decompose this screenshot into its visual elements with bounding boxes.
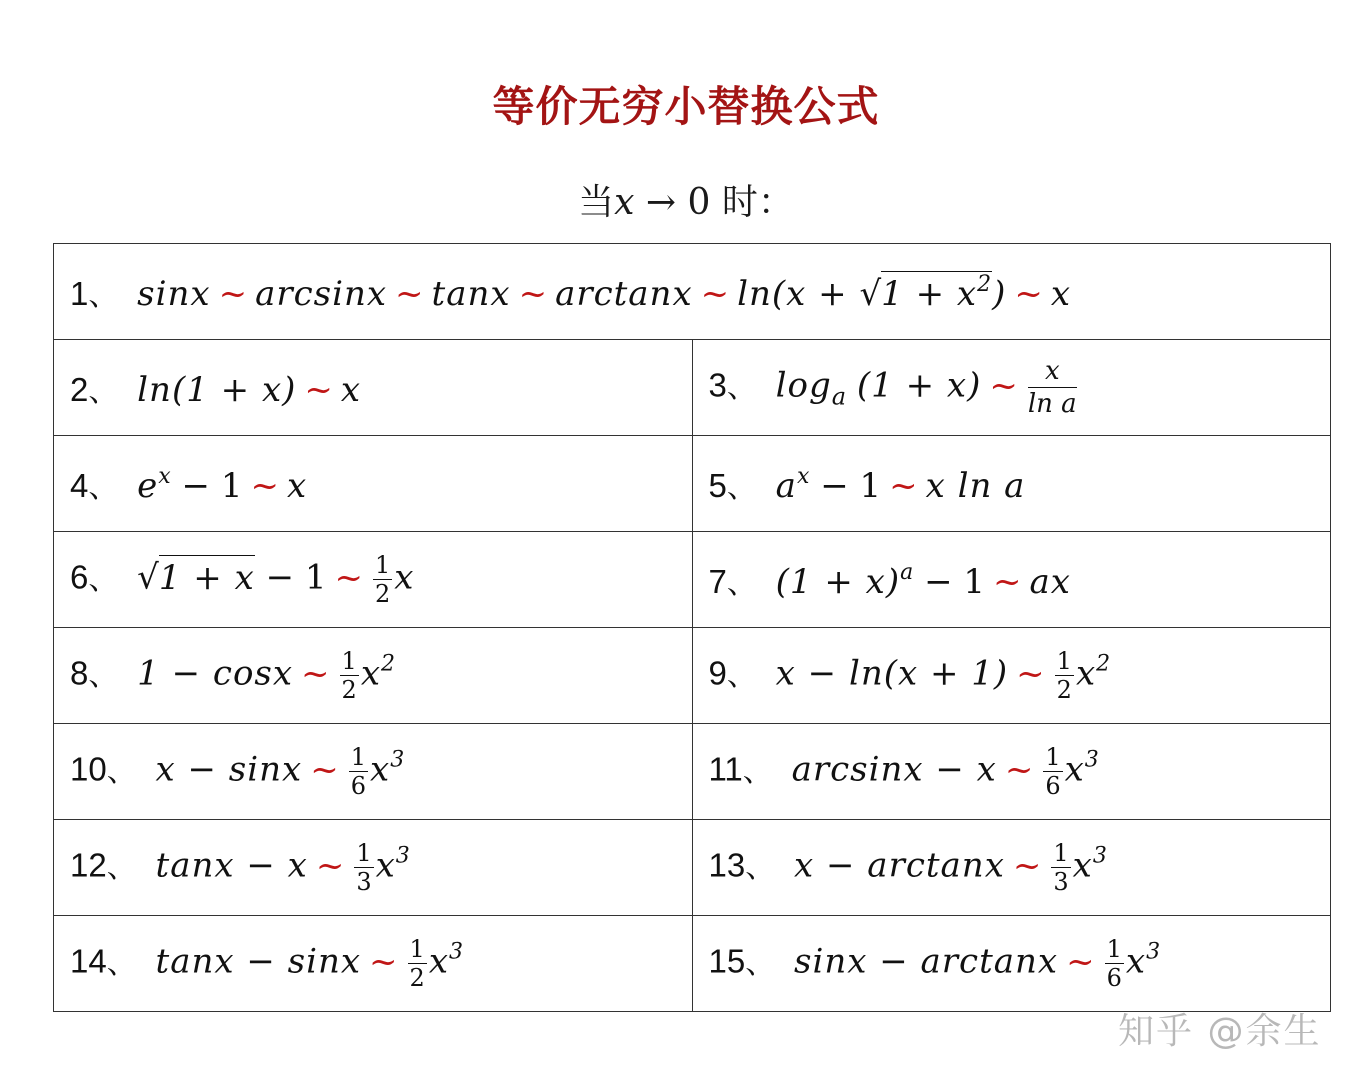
formula-number: 6 <box>70 558 89 596</box>
formula-separator: 、 <box>88 373 119 409</box>
formula-tail: − 1 <box>265 557 327 598</box>
formula-separator: 、 <box>88 277 119 313</box>
fraction-numerator: 1 <box>1045 743 1061 771</box>
watermark: 知乎 @余生 <box>1118 1011 1322 1052</box>
table-row <box>54 436 1331 532</box>
fraction <box>373 553 392 606</box>
fraction-numerator: 1 <box>1056 647 1072 675</box>
equivalence-symbol: ~ <box>889 465 918 506</box>
formula-tail: − 1 <box>924 561 985 602</box>
formula-separator: 、 <box>726 369 757 405</box>
table-row <box>54 724 1331 820</box>
log-text: log <box>775 365 832 406</box>
equivalence-symbol: ~ <box>700 273 730 314</box>
formula-separator: 、 <box>745 945 776 981</box>
fraction <box>1043 745 1062 798</box>
fraction-denominator: 2 <box>1056 676 1072 704</box>
formula-separator: 、 <box>726 565 757 601</box>
formula-lhs: 1 − cosx <box>137 653 294 694</box>
exponent: 2 <box>381 651 396 677</box>
table-row <box>54 916 1331 1012</box>
formula-lhs: tanx − sinx <box>155 941 362 982</box>
formula-9 <box>692 628 1331 724</box>
formula-number: 5 <box>708 466 727 504</box>
equivalence-symbol: ~ <box>1016 653 1045 694</box>
table-row <box>54 340 1331 436</box>
formula-separator: 、 <box>106 945 137 981</box>
formula-variable: x <box>1064 749 1085 790</box>
formula-number: 2 <box>70 370 89 408</box>
term-ln-open: ln(x + <box>737 273 860 314</box>
fraction-numerator: 1 <box>356 839 372 867</box>
formula-12 <box>54 820 693 916</box>
equivalence-symbol: ~ <box>1012 845 1042 886</box>
exponent: 3 <box>1084 747 1099 773</box>
exponent: 2 <box>977 271 993 297</box>
equivalence-symbol: ~ <box>301 653 330 694</box>
table-row <box>54 628 1331 724</box>
formula-number: 15 <box>708 942 746 980</box>
exponent: 2 <box>1096 651 1111 677</box>
formula-lhs: sinx − arctanx <box>794 941 1059 982</box>
equivalence-symbol: ~ <box>369 941 398 982</box>
fraction <box>1105 937 1124 990</box>
formula-4 <box>54 436 693 532</box>
fraction-denominator: ln a <box>1027 389 1077 419</box>
page-title: 等价无穷小替换公式 <box>492 82 880 131</box>
formula-6 <box>54 532 693 628</box>
formula-variable: x <box>1072 845 1093 886</box>
formula-rhs: x <box>286 465 308 506</box>
formula-variable: x <box>375 845 396 886</box>
equivalence-symbol: ~ <box>395 273 424 314</box>
formula-separator: 、 <box>726 657 757 693</box>
formula-7 <box>692 532 1331 628</box>
fraction-numerator: 1 <box>350 743 366 771</box>
log-base: a <box>831 382 847 411</box>
log-argument: (1 + x) <box>856 365 982 406</box>
formula-separator: 、 <box>106 753 137 789</box>
formula-variable: x <box>370 749 391 790</box>
exponent: x <box>158 463 171 489</box>
formula-separator: 、 <box>88 561 119 597</box>
equivalence-symbol: ~ <box>518 273 548 314</box>
formula-separator: 、 <box>88 469 119 505</box>
formula-variable: x <box>360 653 382 694</box>
power-base: e <box>137 465 159 506</box>
term-ln-close: ) <box>992 273 1007 314</box>
term-tanx: tanx <box>431 273 511 314</box>
fraction-numerator: 1 <box>409 935 425 963</box>
exponent: 3 <box>395 843 410 869</box>
formula-separator: 、 <box>88 657 119 693</box>
fraction-denominator: 6 <box>1106 964 1122 992</box>
formula-2 <box>54 340 693 436</box>
exponent: 3 <box>390 747 405 773</box>
formula-number: 3 <box>708 366 727 404</box>
power-base: (1 + x) <box>775 561 901 602</box>
formula-variable: x <box>428 941 450 982</box>
fraction <box>1028 357 1077 418</box>
fraction <box>408 937 427 990</box>
condition-prefix: 当 <box>578 182 615 223</box>
equivalence-symbol: ~ <box>1066 941 1095 982</box>
formula-separator: 、 <box>742 753 773 789</box>
formula-number: 12 <box>70 846 107 884</box>
formula-number: 7 <box>708 562 727 600</box>
fraction <box>354 841 373 894</box>
formula-13 <box>692 820 1331 916</box>
fraction-denominator: 6 <box>1045 772 1061 800</box>
formula-10 <box>54 724 693 820</box>
fraction-numerator: 1 <box>375 551 391 579</box>
fraction-numerator: 1 <box>341 647 357 675</box>
formula-variable: x <box>394 557 415 598</box>
formula-rhs: x <box>340 369 362 410</box>
exponent: 3 <box>1146 939 1161 965</box>
condition-suffix: 时： <box>721 182 794 223</box>
sqrt-symbol: √ <box>859 273 882 314</box>
equivalence-symbol: ~ <box>334 557 364 598</box>
equivalence-symbol: ~ <box>218 273 248 314</box>
sqrt-symbol: √ <box>137 557 159 598</box>
fraction-numerator: 1 <box>1053 839 1069 867</box>
equivalence-symbol: ~ <box>993 561 1022 602</box>
formula-number: 4 <box>70 466 89 504</box>
term-sinx: sinx <box>137 273 211 314</box>
equivalence-symbol: ~ <box>1004 749 1034 790</box>
condition-arrow: → <box>645 182 677 223</box>
formula-number: 8 <box>70 654 89 692</box>
fraction-denominator: 2 <box>341 676 357 704</box>
limit-condition <box>0 174 1372 225</box>
table-row <box>54 244 1331 340</box>
condition-variable: x <box>614 182 635 223</box>
exponent: x <box>796 463 810 489</box>
fraction-numerator: 1 <box>1106 935 1122 963</box>
fraction-denominator: 2 <box>409 964 425 992</box>
term-arctanx: arctanx <box>555 273 693 314</box>
fraction <box>1051 841 1070 894</box>
table-row <box>54 820 1331 916</box>
formula-lhs: x − ln(x + 1) <box>775 653 1009 694</box>
fraction-denominator: 3 <box>1053 868 1069 896</box>
equivalence-symbol: ~ <box>1014 273 1043 314</box>
equivalence-symbol: ~ <box>315 845 345 886</box>
formula-11 <box>692 724 1331 820</box>
formula-lhs: ln(1 + x) <box>137 369 297 410</box>
radicand-text: 1 + x <box>881 273 978 314</box>
formula-1 <box>54 244 1331 340</box>
exponent: 3 <box>449 939 464 965</box>
formula-8 <box>54 628 693 724</box>
formula-rhs: x ln a <box>925 465 1026 506</box>
formula-number: 9 <box>708 654 727 692</box>
formula-number: 10 <box>70 750 107 788</box>
radicand: 1 + x <box>159 555 255 598</box>
formula-tail: − 1 <box>181 465 243 506</box>
exponent: a <box>900 559 914 585</box>
formula-lhs: arcsinx − x <box>791 749 997 790</box>
formula-lhs: tanx − x <box>155 845 308 886</box>
formula-tail: − 1 <box>820 465 882 506</box>
formula-number: 13 <box>708 846 746 884</box>
term-x: x <box>1050 273 1072 314</box>
equivalence-symbol: ~ <box>304 369 333 410</box>
term-arcsinx: arcsinx <box>255 273 388 314</box>
formula-3 <box>692 340 1331 436</box>
fraction-numerator: x <box>1028 357 1077 388</box>
formula-number: 14 <box>70 942 107 980</box>
formula-number: 1 <box>70 274 89 312</box>
fraction-denominator: 2 <box>375 580 391 608</box>
formula-lhs: x − sinx <box>155 749 303 790</box>
formula-variable: x <box>1075 653 1097 694</box>
formula-rhs: ax <box>1029 561 1071 602</box>
fraction <box>349 745 368 798</box>
table-row <box>54 532 1331 628</box>
formula-15 <box>692 916 1331 1012</box>
formula-14 <box>54 916 693 1012</box>
fraction <box>340 649 359 702</box>
fraction-denominator: 6 <box>350 772 366 800</box>
formula-variable: x <box>1125 941 1147 982</box>
formula-separator: 、 <box>745 849 776 885</box>
formula-separator: 、 <box>726 469 757 505</box>
radicand <box>881 271 992 314</box>
formula-lhs: x − arctanx <box>794 845 1005 886</box>
power-base: a <box>775 465 797 506</box>
condition-limit: 0 <box>687 182 711 223</box>
formula-table <box>53 243 1331 1012</box>
equivalence-symbol: ~ <box>989 365 1018 406</box>
formula-5 <box>692 436 1331 532</box>
fraction <box>1055 649 1074 702</box>
equivalence-symbol: ~ <box>250 465 279 506</box>
formula-number: 11 <box>708 750 743 788</box>
formula-separator: 、 <box>106 849 137 885</box>
exponent: 3 <box>1092 843 1107 869</box>
equivalence-symbol: ~ <box>310 749 339 790</box>
fraction-denominator: 3 <box>356 868 372 896</box>
